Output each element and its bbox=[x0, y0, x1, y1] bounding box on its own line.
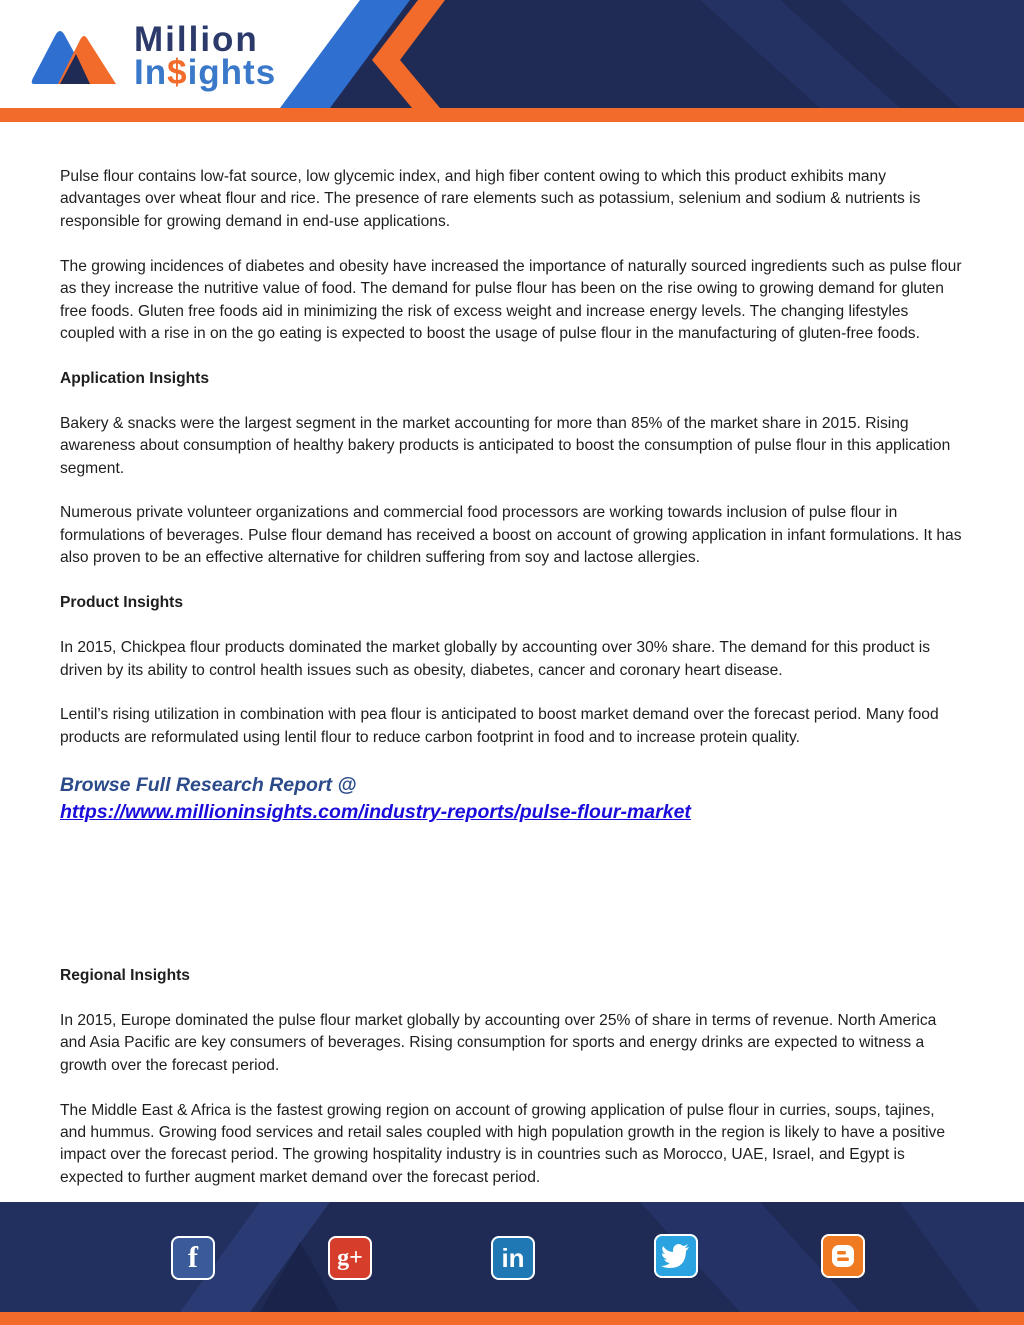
million-insights-logo[interactable] bbox=[30, 22, 280, 92]
regional-section bbox=[60, 965, 964, 1212]
browse-report-label: Browse Full Research Report @ bbox=[60, 773, 357, 796]
google-plus-icon[interactable]: g+ bbox=[328, 1236, 372, 1280]
paragraph-bakery: Bakery & snacks were the largest segment in the market accounting for more than 85% of the market share in 2015. Rising awareness about consumption of healthy bakery products is anticipated to boost the consumption of pulse flour in this application segment. bbox=[60, 414, 951, 477]
blogger-glyph bbox=[829, 1242, 857, 1270]
logo-text-million: Million bbox=[134, 20, 259, 59]
paragraph-diabetes: The growing incidences of diabetes and obesity have increased the importance of naturally sourced ingredients such as pulse flour as they increase the nutritive value of food. The demand for pulse flour has been on the rise owing to growing demand for gluten free foods. Gluten free foods aid in minimizing the risk of excess weight and increase energy levels. The changing lifestyles coupled with a rise in on the go eating is expected to boost the usage of pulse flour in the manufacturing of gluten-free foods. bbox=[60, 257, 962, 342]
twitter-bird-glyph bbox=[661, 1243, 691, 1269]
heading-regional-insights: Regional Insights bbox=[60, 967, 190, 984]
heading-product-insights: Product Insights bbox=[60, 594, 184, 612]
heading-application-insights: Application Insights bbox=[60, 369, 210, 387]
blogger-icon[interactable] bbox=[821, 1234, 865, 1278]
logo-text-insights: In$ights bbox=[134, 53, 277, 92]
paragraph-lentil: Lentil’s rising utilization in combination with pea flour is anticipated to boost market demand over the forecast period. Many food products are reformulated using lentil flour to reduce carbon footprint in food and to increase protein quality. bbox=[60, 706, 939, 746]
twitter-icon[interactable] bbox=[654, 1234, 698, 1278]
linkedin-icon[interactable]: in bbox=[491, 1236, 535, 1280]
paragraph-chickpea: In 2015, Chickpea flour products dominated the market globally by accounting over 30% share. The demand for this product is driven by its ability to control health issues such as obesity, diabetes, cancer and coronary heart disease. bbox=[60, 639, 930, 679]
paragraph-europe: In 2015, Europe dominated the pulse flour market globally by accounting over 25% of share in terms of revenue. North America and Asia Pacific are key consumers of beverages. Rising consumption for sports and energy drinks are expected to witness a growth over the forecast period. bbox=[60, 1011, 937, 1074]
paragraph-middle-east: The Middle East & Africa is the fastest growing region on account of growing application of pulse flour in curries, soups, tajines, and hummus. Growing food services and retail sales coupled with high population growth in the region is likely to have a positive impact over the forecast period. The growing hospitality industry is in countries such as Morocco, UAE, Israel, and Egypt is expected to further augment market demand over the forecast period. bbox=[60, 1101, 946, 1186]
facebook-icon[interactable]: f bbox=[171, 1236, 215, 1280]
article-content bbox=[60, 166, 964, 826]
logo-mountain-icon bbox=[30, 26, 122, 88]
paragraph-beverages: Numerous private volunteer organizations and commercial food processors are working towards inclusion of pulse flour in formulations of beverages. Pulse flour demand has received a boost on account of growing application in infant formulations. It has also proven to be an effective alternative for children suffering from soy and lactose allergies. bbox=[60, 504, 962, 567]
paragraph-intro: Pulse flour contains low-fat source, low glycemic index, and high fiber content owing to which this product exhibits many advantages over wheat flour and rice. The presence of rare elements such as potassium, selenium and sodium & nutrients is responsible for growing demand in end-use applications. bbox=[60, 168, 921, 230]
report-link[interactable]: https://www.millioninsights.com/industry-reports/pulse-flour-market bbox=[60, 800, 691, 823]
page-header bbox=[0, 0, 1024, 122]
